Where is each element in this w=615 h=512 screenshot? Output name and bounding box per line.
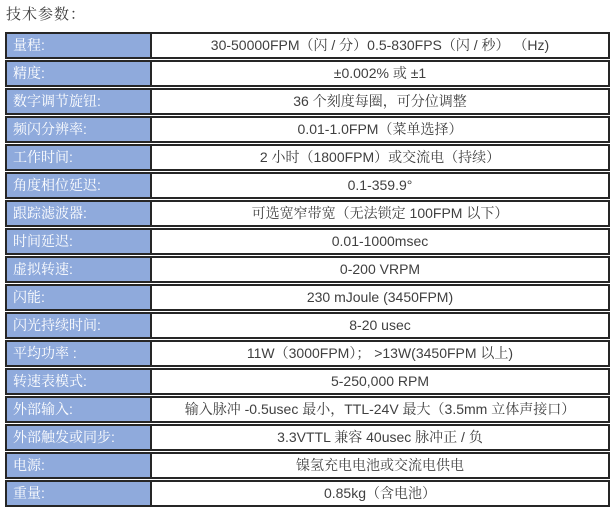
table-row (5, 368, 610, 395)
spec-value: 可选宽窄带宽（无法锁定 100FPM 以下） (152, 202, 608, 225)
spec-label: 平均功率 : (7, 342, 152, 365)
spec-label: 精度: (7, 62, 152, 85)
spec-label: 闪光持续时间: (7, 314, 152, 337)
spec-label: 时间延迟: (7, 230, 152, 253)
spec-table (5, 32, 610, 507)
page-title: 技术参数： (6, 6, 87, 23)
table-row (5, 32, 610, 59)
spec-label: 频闪分辨率: (7, 118, 152, 141)
table-row (5, 340, 610, 367)
spec-label: 工作时间: (7, 146, 152, 169)
spec-value: 5-250,000 RPM (152, 370, 608, 393)
spec-value: ±0.002% 或 ±1 (152, 62, 608, 85)
spec-label: 跟踪滤波器: (7, 202, 152, 225)
spec-value: 镍氢充电电池或交流电供电 (152, 454, 608, 477)
spec-label: 闪能: (7, 286, 152, 309)
spec-value: 0.01-1.0FPM（菜单选择） (152, 118, 608, 141)
spec-value: 230 mJoule (3450FPM) (152, 286, 608, 309)
spec-label: 外部触发或同步: (7, 426, 152, 449)
spec-value: 2 小时（1800FPM）或交流电（持续） (152, 146, 608, 169)
table-row (5, 200, 610, 227)
table-row (5, 396, 610, 423)
table-row (5, 312, 610, 339)
spec-label: 虚拟转速: (7, 258, 152, 281)
spec-value: 30-50000FPM（闪 / 分）0.5-830FPS（闪 / 秒） （Hz) (152, 34, 608, 57)
spec-value: 36 个刻度每圈，可分位调整 (152, 90, 608, 113)
spec-value: 0.85kg（含电池） (152, 482, 608, 505)
table-row (5, 144, 610, 171)
table-row (5, 284, 610, 311)
table-row (5, 256, 610, 283)
spec-value: 3.3VTTL 兼容 40usec 脉冲正 / 负 (152, 426, 608, 449)
spec-label: 外部输入: (7, 398, 152, 421)
spec-label: 转速表模式: (7, 370, 152, 393)
spec-value: 8-20 usec (152, 314, 608, 337)
table-row (5, 480, 610, 507)
spec-value: 0.01-1000msec (152, 230, 608, 253)
spec-value: 11W（3000FPM）； >13W(3450FPM 以上) (152, 342, 608, 365)
spec-value: 0-200 VRPM (152, 258, 608, 281)
spec-value: 输入脉冲 -0.5usec 最小，TTL-24V 最大（3.5mm 立体声接口） (152, 398, 608, 421)
spec-value: 0.1-359.9° (152, 174, 608, 197)
table-row (5, 116, 610, 143)
table-row (5, 452, 610, 479)
table-row (5, 424, 610, 451)
spec-label: 重量: (7, 482, 152, 505)
table-row (5, 172, 610, 199)
table-row (5, 88, 610, 115)
table-row (5, 60, 610, 87)
spec-label: 数字调节旋钮: (7, 90, 152, 113)
spec-label: 量程: (7, 34, 152, 57)
spec-label: 电源: (7, 454, 152, 477)
table-row (5, 228, 610, 255)
spec-label: 角度相位延迟: (7, 174, 152, 197)
